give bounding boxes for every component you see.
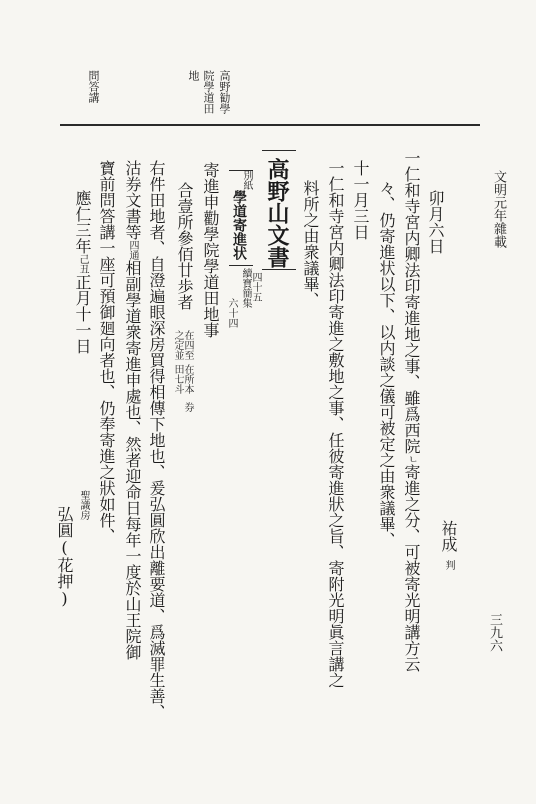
source-number: 四十五 (250, 272, 261, 302)
gloss-right-2: 院學道田 (202, 70, 215, 114)
signer-yusei: 祐成 (439, 520, 458, 552)
source-subtitle: 學道寄進状 (231, 190, 247, 260)
signer-yusei-note: 判 (443, 560, 454, 570)
doc-line2-note4: 在所本 (182, 364, 193, 394)
section1-line1 (403, 150, 419, 672)
source-item: 六十四 (226, 298, 237, 328)
doc-line2-note2: 之定並 (172, 330, 183, 360)
header-rule (60, 124, 480, 126)
doc-line4-cont: 相副學道衆寄進申處也、然者迎命日每年一度於山王院御 (123, 260, 142, 660)
section1-line1-note: ㄴ (406, 454, 417, 464)
doc-line3: 右件田地者、自澄遍眼深房買得相傳下地也、爰弘圓欣出離要道、爲滅罪生善、 (147, 160, 166, 720)
doc-line4 (124, 160, 140, 660)
doc-date-era: 應仁三年 (73, 190, 92, 254)
source-title: 高野山文書 (264, 158, 290, 268)
doc-line2-note1: 在四至 (182, 330, 193, 360)
section2-line2: 料所之由衆議畢、 (301, 180, 320, 308)
doc-date-note: 己丑 (77, 254, 88, 274)
section2-line1: 一仁和寺宮内卿法印寄進之敷地之事、任彼寄進狀之旨、寄附光明眞言講之 (326, 160, 345, 688)
source-series: 續寶簡集 (240, 268, 251, 308)
doc-line1: 寄進申勸學院學道田地事 (201, 162, 220, 338)
gloss-right-1: 高野勧學 (218, 70, 231, 114)
section1-line1-cont: 寄進之分、可被寄光明講方云 (402, 464, 421, 672)
section1-date: 卯月六日 (426, 190, 445, 254)
running-head: 文明元年雜載 (491, 170, 506, 248)
section1-line2: 々、仍寄進状以下、以内談之儀可被定之由衆議畢、 (377, 180, 396, 548)
gloss-left: 問答講 (87, 70, 100, 103)
doc-line4-text: 沽券文書等 (123, 160, 142, 240)
section2-date: 十一月三日 (351, 160, 370, 240)
doc-line2-note5: 券 (182, 402, 193, 412)
doc-date (74, 190, 90, 354)
doc-signer: 弘圓(花押) (55, 506, 74, 608)
page-number: 三九六 (487, 613, 502, 652)
section1-line1-text: 一仁和寺宮内卿法印寄進地之事、雖爲西院 (402, 150, 421, 454)
doc-line2-text: 合壹所參佰廿歩者 (175, 182, 194, 310)
doc-date-day: 正月十一日 (73, 274, 92, 354)
doc-line2-note3: 田七斗 (172, 364, 183, 394)
doc-line5: 寶前問答講一座可預御廻向者也、仍奉寄進之狀如件、 (97, 160, 116, 544)
source-label: 別紙 (241, 170, 252, 190)
doc-signer-title: 聖識房 (78, 490, 89, 520)
doc-line4-note: 四通 (127, 240, 138, 260)
doc-line2 (176, 182, 192, 310)
section1-name (440, 520, 456, 570)
gloss-right-3: 地 (187, 70, 200, 81)
